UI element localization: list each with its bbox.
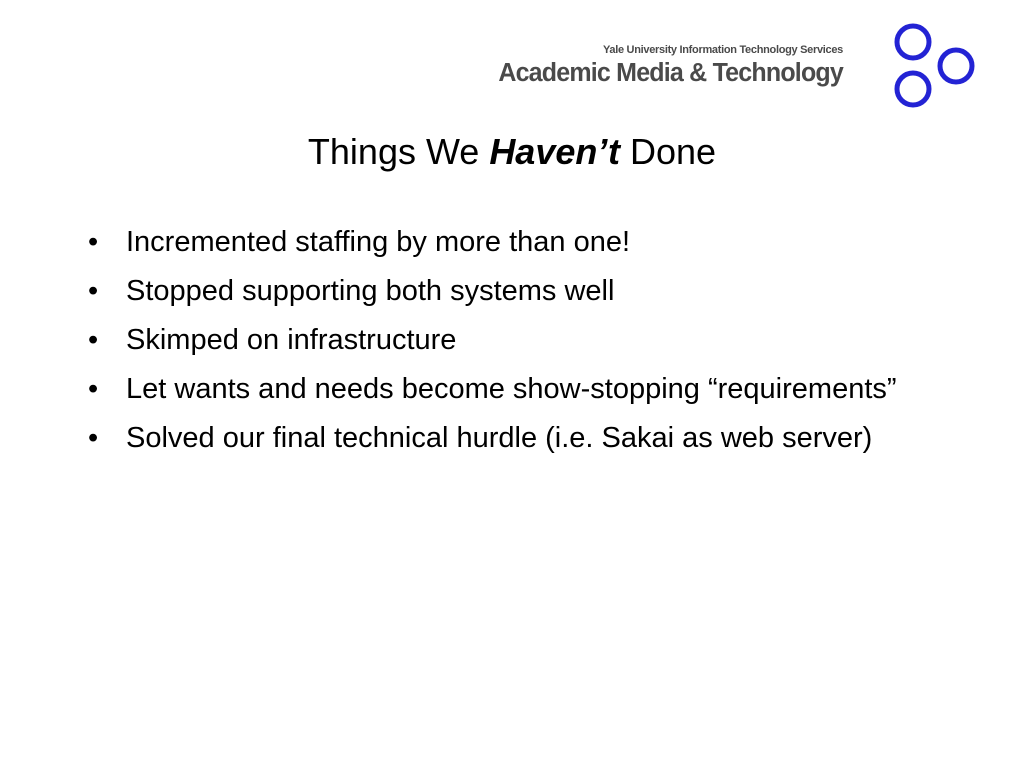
title-part1: Things We (307, 131, 490, 172)
bullet-dot-icon: • (88, 373, 99, 405)
bullet-dot-icon: • (88, 422, 99, 454)
slide-title (0, 130, 1024, 174)
bullet-text: Incremented staffing by more than one! (126, 226, 631, 258)
bullet-item (84, 222, 914, 262)
bullet-item (84, 369, 914, 409)
bullet-text: Solved our final technical hurdle (i.e. Sakai as web server) (126, 422, 873, 454)
bullet-text: Stopped supporting both systems well (126, 275, 615, 307)
bullet-item (84, 418, 914, 458)
bullet-dot-icon: • (88, 275, 99, 307)
bullet-item (84, 271, 914, 311)
bullet-item (84, 320, 914, 360)
bullet-text: Skimped on infrastructure (126, 324, 457, 356)
bullet-list (84, 222, 914, 467)
logo-subtitle: Yale University Information Technology Services (602, 44, 843, 56)
logo-title: Academic Media & Technology (498, 58, 843, 88)
yale-ams-logo (498, 22, 980, 114)
bullet-text: Let wants and needs become show-stopping “requirements” (126, 373, 897, 405)
title-part2: Done (620, 131, 717, 172)
title-emphasis: Haven’t (489, 131, 621, 172)
bullet-dot-icon: • (88, 226, 99, 258)
bullet-dot-icon: • (88, 324, 99, 356)
rings-logo-icon (893, 22, 977, 112)
